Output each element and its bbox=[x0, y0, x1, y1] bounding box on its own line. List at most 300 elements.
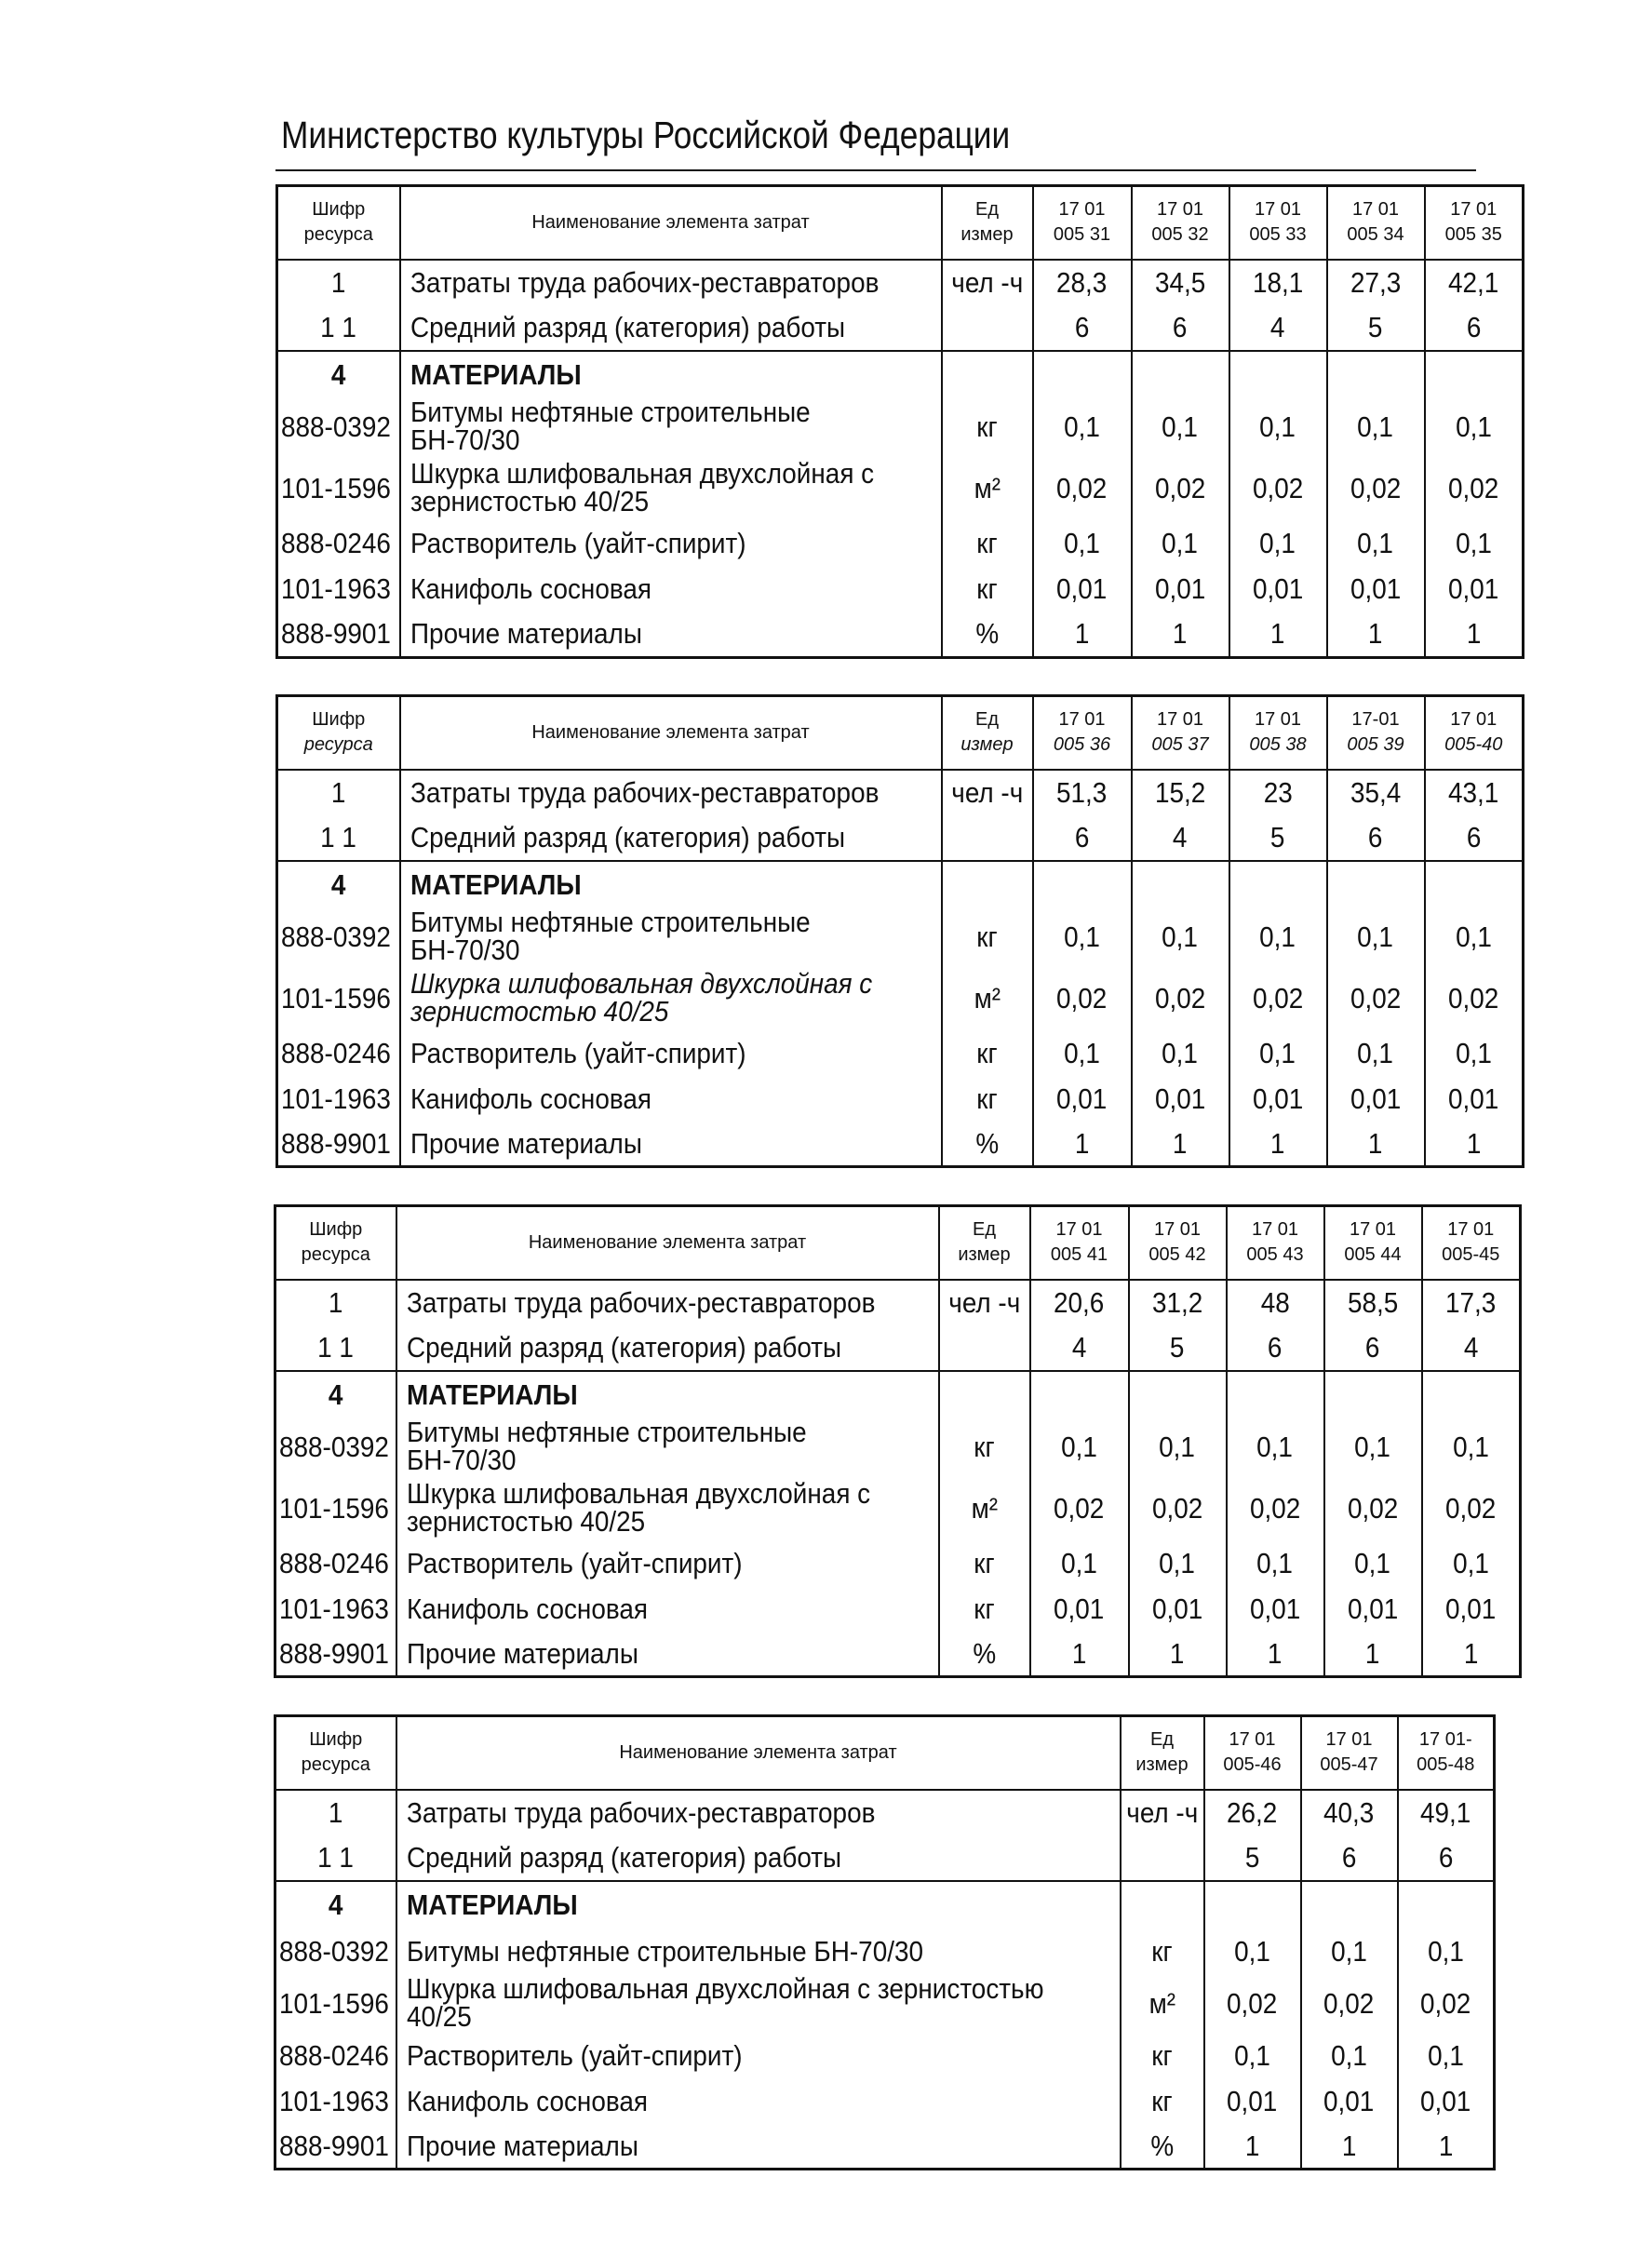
norm-code-header-line-1: 17 01 bbox=[1153, 1219, 1202, 1241]
norm-code-header-line-1: 17 01 bbox=[1351, 199, 1400, 221]
norm-value-text: 18,1 bbox=[1252, 265, 1304, 299]
unit bbox=[942, 567, 1033, 612]
norm-value bbox=[1229, 816, 1327, 861]
unit-header-line-1: Ед bbox=[1149, 1729, 1174, 1751]
cost-element-name bbox=[396, 1280, 939, 1326]
unit-text: чел -ч bbox=[950, 265, 1023, 299]
unit-text: кг bbox=[974, 1546, 995, 1579]
resource-code bbox=[275, 1326, 396, 1371]
norm-value-text: 43,1 bbox=[1448, 776, 1499, 809]
resource-code-text: 4 bbox=[330, 357, 346, 391]
norm-value bbox=[1229, 398, 1327, 457]
unit-text: кг bbox=[974, 1592, 995, 1625]
resource-code bbox=[277, 567, 400, 612]
resource-code-text: 888-9901 bbox=[281, 617, 391, 651]
code-header bbox=[275, 1716, 396, 1790]
norm-value bbox=[1132, 612, 1229, 658]
resource-code bbox=[277, 908, 400, 967]
norm-value bbox=[1425, 351, 1524, 398]
norm-value-text: 1 bbox=[1173, 617, 1188, 651]
norm-value bbox=[1425, 612, 1524, 658]
resource-code bbox=[275, 1418, 396, 1477]
norm-value-text: 27,3 bbox=[1350, 265, 1402, 299]
unit bbox=[939, 1541, 1030, 1586]
resource-code bbox=[275, 2078, 396, 2125]
cost-element-name-text: Канифоль сосновая bbox=[406, 1592, 648, 1625]
norm-value-text: 0,1 bbox=[1256, 1431, 1294, 1464]
table-row bbox=[275, 2034, 1495, 2078]
norm-code-header-line-1: 17 01 bbox=[1251, 1219, 1299, 1241]
cost-element-name bbox=[396, 2125, 1121, 2170]
norm-value bbox=[1324, 1477, 1422, 1541]
norm-value-text: 0,01 bbox=[1347, 1592, 1399, 1625]
unit bbox=[942, 1122, 1033, 1167]
table-row bbox=[277, 770, 1524, 816]
table-row bbox=[275, 1790, 1495, 1836]
cost-element-name-text: Прочие материалы bbox=[410, 1126, 642, 1160]
norm-value bbox=[1301, 1928, 1398, 1975]
norm-value bbox=[1324, 1326, 1422, 1371]
unit bbox=[942, 305, 1033, 351]
unit-text: кг bbox=[976, 527, 998, 560]
norm-value-text: 0,02 bbox=[1227, 1987, 1278, 2021]
norm-value-text: 0,01 bbox=[1252, 1082, 1304, 1115]
norm-value bbox=[1132, 521, 1229, 567]
norm-value bbox=[1301, 1790, 1398, 1836]
norm-code-header-line-1: 17 01 bbox=[1055, 1219, 1103, 1241]
norm-value bbox=[1132, 967, 1229, 1031]
norm-value-text: 0,1 bbox=[1162, 1036, 1199, 1069]
resource-code-text: 888-0392 bbox=[281, 920, 391, 954]
norm-value-text: 0,1 bbox=[1259, 920, 1296, 954]
resource-code bbox=[277, 1122, 400, 1167]
norm-value bbox=[1327, 260, 1425, 305]
norm-value-text: 6 bbox=[1173, 310, 1188, 343]
cost-element-name-text: Канифоль сосновая bbox=[410, 572, 651, 606]
cost-element-name-text: Средний разряд (категория) работы bbox=[406, 1331, 841, 1364]
norm-value bbox=[1422, 1633, 1521, 1677]
norm-value bbox=[1327, 967, 1425, 1031]
unit-text: кг bbox=[976, 1082, 998, 1115]
cost-element-name bbox=[400, 861, 942, 908]
cost-element-name-text: Средний разряд (категория) работы bbox=[410, 310, 845, 343]
norm-value-text: 0,02 bbox=[1350, 472, 1402, 505]
norm-value-text: 6 bbox=[1466, 821, 1482, 853]
cost-element-name-text: Шкурка шлифовальная двухслойная с зернистостью 40/25 bbox=[406, 1476, 870, 1538]
norm-value bbox=[1425, 1122, 1524, 1167]
norm-value bbox=[1324, 1541, 1422, 1586]
cost-element-name-text: Канифоль сосновая bbox=[410, 1082, 651, 1115]
norm-value-text: 23 bbox=[1263, 776, 1293, 809]
cost-element-name bbox=[396, 1790, 1121, 1836]
cost-element-name-text: Битумы нефтяные строительные БН-70/30 bbox=[406, 1934, 923, 1968]
norm-code-header-line-2: 005 38 bbox=[1249, 734, 1307, 756]
table-row bbox=[275, 2078, 1495, 2125]
norm-value bbox=[1398, 1836, 1495, 1881]
resource-code bbox=[277, 861, 400, 908]
code-header-line-2: ресурса bbox=[303, 734, 373, 756]
norm-code-header-line-1: 17 01 bbox=[1254, 709, 1302, 731]
table-header-row bbox=[275, 1206, 1521, 1280]
norm-value bbox=[1425, 398, 1524, 457]
resource-code-text: 4 bbox=[330, 867, 346, 901]
norm-value bbox=[1227, 1586, 1324, 1633]
unit-text: м² bbox=[974, 472, 1001, 505]
cost-element-name bbox=[400, 770, 942, 816]
unit bbox=[942, 908, 1033, 967]
table-row bbox=[275, 1836, 1495, 1881]
cost-element-name-text: Канифоль сосновая bbox=[406, 2084, 648, 2117]
norm-value-text: 0,1 bbox=[1064, 920, 1100, 954]
norm-value-text: 5 bbox=[1244, 1841, 1260, 1874]
norm-value-text: 0,01 bbox=[1249, 1592, 1301, 1625]
norm-value-text: 6 bbox=[1074, 821, 1090, 853]
norm-value-text: 0,1 bbox=[1064, 1036, 1100, 1069]
unit-text: кг bbox=[976, 410, 998, 444]
norm-value bbox=[1425, 1031, 1524, 1076]
norm-code-header-line-2: 005 43 bbox=[1246, 1244, 1304, 1266]
cost-element-name bbox=[400, 816, 942, 861]
norm-value bbox=[1425, 305, 1524, 351]
norm-code-header-line-2: 005 39 bbox=[1347, 734, 1404, 756]
norm-value bbox=[1204, 2034, 1301, 2078]
resource-code-text: 101-1596 bbox=[279, 1987, 389, 2021]
norm-value bbox=[1033, 260, 1132, 305]
norm-value-text: 0,1 bbox=[1357, 527, 1394, 560]
norm-value-text: 0,1 bbox=[1256, 1546, 1294, 1579]
norm-value-text: 1 bbox=[1268, 1636, 1283, 1670]
norm-value-text: 4 bbox=[1463, 1331, 1479, 1364]
norm-value-text: 1 bbox=[1368, 1126, 1383, 1160]
unit bbox=[1121, 2078, 1204, 2125]
norm-code-header-line-2: 005 36 bbox=[1053, 734, 1111, 756]
norm-value bbox=[1227, 1477, 1324, 1541]
norm-value bbox=[1425, 861, 1524, 908]
norm-value-text: 0,01 bbox=[1154, 1082, 1206, 1115]
unit-header bbox=[942, 186, 1033, 260]
norm-value-text: 17,3 bbox=[1445, 1286, 1497, 1319]
norm-code-header bbox=[1327, 696, 1425, 770]
cost-element-name bbox=[400, 457, 942, 521]
cost-element-name bbox=[400, 521, 942, 567]
norm-value bbox=[1132, 861, 1229, 908]
norm-value bbox=[1129, 1280, 1227, 1326]
cost-element-name-text: Растворитель (уайт-спирит) bbox=[406, 1546, 743, 1579]
norm-code-header-line-1: 17 01 bbox=[1156, 709, 1204, 731]
norm-value-text: 0,1 bbox=[1357, 410, 1394, 444]
cost-element-name bbox=[400, 567, 942, 612]
unit bbox=[942, 967, 1033, 1031]
resource-code bbox=[277, 351, 400, 398]
norm-code-header-line-1: 17 01 bbox=[1058, 709, 1106, 731]
norm-value-text: 0,02 bbox=[1448, 472, 1499, 505]
unit-text: кг bbox=[1151, 1934, 1173, 1968]
norm-value bbox=[1132, 260, 1229, 305]
resource-code bbox=[277, 1076, 400, 1122]
norm-code-header-line-2: 005 35 bbox=[1444, 224, 1502, 246]
norm-value bbox=[1030, 1477, 1129, 1541]
unit-header bbox=[942, 696, 1033, 770]
norm-value-text: 49,1 bbox=[1420, 1796, 1471, 1829]
norm-value-text: 0,01 bbox=[1227, 2084, 1278, 2117]
norm-value bbox=[1229, 612, 1327, 658]
table-row bbox=[277, 1122, 1524, 1167]
resource-code-text: 101-1963 bbox=[279, 1592, 389, 1625]
norm-code-header-line-1: 17 01 bbox=[1447, 1219, 1495, 1241]
norm-code-header-line-2: 005-40 bbox=[1444, 734, 1503, 756]
norm-code-header-line-1: 17 01 bbox=[1349, 1219, 1397, 1241]
norm-code-header bbox=[1398, 1716, 1495, 1790]
resource-code bbox=[275, 2034, 396, 2078]
resource-code-text: 888-0246 bbox=[281, 1036, 391, 1069]
resource-code-text: 888-9901 bbox=[279, 2129, 389, 2162]
cost-element-name bbox=[400, 1122, 942, 1167]
resource-code bbox=[277, 816, 400, 861]
norm-value-text: 0,01 bbox=[1448, 1082, 1499, 1115]
norm-value bbox=[1227, 1280, 1324, 1326]
code-header-line-1: Шифр bbox=[309, 1729, 363, 1751]
norm-value bbox=[1229, 1031, 1327, 1076]
cost-element-name-text: Шкурка шлифовальная двухслойная с зернистостью 40/25 bbox=[410, 966, 872, 1028]
resource-code-text: 888-0392 bbox=[279, 1934, 389, 1968]
norm-value bbox=[1132, 1076, 1229, 1122]
code-header-line-1: Шифр bbox=[312, 199, 366, 221]
norm-value bbox=[1030, 1541, 1129, 1586]
cost-element-name-text: МАТЕРИАЛЫ bbox=[406, 1377, 578, 1411]
unit-header-line-2: измер bbox=[960, 734, 1014, 756]
cost-element-name-text: Битумы нефтяные строительные БН-70/30 bbox=[410, 907, 811, 966]
cost-element-name-text: Шкурка шлифовальная двухслойная с зернистостью 40/25 bbox=[410, 456, 874, 517]
norm-value bbox=[1327, 816, 1425, 861]
norm-value-text: 0,1 bbox=[1064, 410, 1100, 444]
norm-value bbox=[1327, 305, 1425, 351]
norm-value-text: 1 bbox=[1463, 1636, 1479, 1670]
norm-code-header bbox=[1033, 186, 1132, 260]
norm-value-text: 1 bbox=[1074, 1126, 1090, 1160]
resource-code bbox=[277, 967, 400, 1031]
unit bbox=[1121, 2034, 1204, 2078]
table-row bbox=[275, 1371, 1521, 1418]
norm-value bbox=[1204, 1975, 1301, 2034]
unit bbox=[942, 260, 1033, 305]
norm-value bbox=[1398, 1975, 1495, 2034]
norm-value-text: 1 bbox=[1173, 1126, 1188, 1160]
norm-value bbox=[1204, 1881, 1301, 1928]
norm-code-header-line-2: 005-45 bbox=[1442, 1244, 1500, 1266]
norm-value-text: 31,2 bbox=[1151, 1286, 1203, 1319]
resource-code bbox=[275, 2125, 396, 2170]
norm-value-text: 1 bbox=[1270, 1126, 1285, 1160]
norm-code-header bbox=[1327, 186, 1425, 260]
norm-code-header-line-2: 005-48 bbox=[1417, 1754, 1475, 1776]
norm-value bbox=[1227, 1418, 1324, 1477]
norm-value bbox=[1327, 521, 1425, 567]
norm-value bbox=[1422, 1586, 1521, 1633]
norm-value-text: 0,1 bbox=[1354, 1431, 1391, 1464]
norm-value bbox=[1425, 908, 1524, 967]
resource-code-text: 888-9901 bbox=[281, 1126, 391, 1160]
norm-value-text: 0,1 bbox=[1259, 527, 1296, 560]
norm-value-text: 6 bbox=[1268, 1331, 1283, 1364]
norm-code-header bbox=[1227, 1206, 1324, 1280]
norm-value-text: 0,02 bbox=[1151, 1492, 1203, 1525]
norm-value-text: 1 bbox=[1466, 1126, 1482, 1160]
norm-value-text: 42,1 bbox=[1448, 265, 1499, 299]
norm-value bbox=[1030, 1280, 1129, 1326]
norm-value-text: 1 bbox=[1071, 1636, 1087, 1670]
norm-value bbox=[1425, 457, 1524, 521]
resource-code bbox=[277, 521, 400, 567]
norm-value-text: 0,01 bbox=[1151, 1592, 1203, 1625]
name-header: Наименование элемента затрат bbox=[400, 186, 942, 260]
table-row bbox=[277, 567, 1524, 612]
norm-code-header bbox=[1229, 186, 1327, 260]
resource-code bbox=[275, 1928, 396, 1975]
unit bbox=[942, 351, 1033, 398]
norm-value-text: 0,01 bbox=[1350, 1082, 1402, 1115]
cost-element-name-text: Затраты труда рабочих-реставраторов bbox=[410, 265, 879, 299]
unit bbox=[1121, 1928, 1204, 1975]
page-title: Министерство культуры Российской Федерации bbox=[281, 114, 1011, 156]
table-row bbox=[277, 457, 1524, 521]
norm-value bbox=[1132, 351, 1229, 398]
cost-element-name bbox=[396, 1975, 1121, 2034]
norm-value bbox=[1398, 2078, 1495, 2125]
norm-value bbox=[1301, 2078, 1398, 2125]
norm-code-header bbox=[1425, 696, 1524, 770]
code-header bbox=[277, 186, 400, 260]
norm-value bbox=[1030, 1326, 1129, 1371]
unit bbox=[942, 457, 1033, 521]
cost-element-name bbox=[400, 908, 942, 967]
norm-value-text: 0,1 bbox=[1427, 1934, 1464, 1968]
cost-element-name-text: Растворитель (уайт-спирит) bbox=[410, 527, 746, 560]
norm-value bbox=[1227, 1633, 1324, 1677]
norm-value-text: 0,1 bbox=[1162, 410, 1199, 444]
norm-code-header bbox=[1132, 186, 1229, 260]
cost-element-name bbox=[396, 1633, 939, 1677]
norm-value bbox=[1033, 1076, 1132, 1122]
norm-value-text: 0,1 bbox=[1061, 1546, 1097, 1579]
unit bbox=[939, 1418, 1030, 1477]
unit bbox=[1121, 1836, 1204, 1881]
norm-value bbox=[1324, 1280, 1422, 1326]
resource-table bbox=[275, 184, 1524, 659]
norm-value-text: 0,1 bbox=[1162, 920, 1199, 954]
norm-value bbox=[1129, 1418, 1227, 1477]
unit bbox=[939, 1477, 1030, 1541]
unit bbox=[942, 816, 1033, 861]
norm-value-text: 6 bbox=[1074, 310, 1090, 343]
resource-code bbox=[275, 1280, 396, 1326]
cost-element-name bbox=[396, 2034, 1121, 2078]
resource-code bbox=[275, 1881, 396, 1928]
norm-value-text: 1 bbox=[1244, 2129, 1260, 2162]
norm-value-text: 0,02 bbox=[1249, 1492, 1301, 1525]
norm-code-header bbox=[1132, 696, 1229, 770]
norm-value-text: 0,1 bbox=[1162, 527, 1199, 560]
unit-text: кг bbox=[976, 572, 998, 606]
resource-code-text: 1 1 bbox=[320, 821, 357, 853]
norm-code-header bbox=[1030, 1206, 1129, 1280]
norm-code-header bbox=[1129, 1206, 1227, 1280]
norm-value bbox=[1204, 1928, 1301, 1975]
unit bbox=[942, 861, 1033, 908]
table-row bbox=[275, 1881, 1495, 1928]
norm-value bbox=[1422, 1371, 1521, 1418]
norm-value bbox=[1132, 1031, 1229, 1076]
norm-value-text: 4 bbox=[1270, 310, 1285, 343]
unit-text: чел -ч bbox=[1125, 1796, 1198, 1829]
norm-value bbox=[1132, 908, 1229, 967]
norm-code-header-line-1: 17 01 bbox=[1450, 709, 1498, 731]
norm-value-text: 0,02 bbox=[1056, 472, 1108, 505]
norm-value bbox=[1301, 1836, 1398, 1881]
cost-element-name bbox=[396, 1881, 1121, 1928]
norm-code-header-line-2: 005 32 bbox=[1151, 224, 1209, 246]
table-header-row bbox=[275, 1716, 1495, 1790]
table-row bbox=[275, 1541, 1521, 1586]
norm-value bbox=[1327, 457, 1425, 521]
norm-value bbox=[1327, 351, 1425, 398]
cost-element-name bbox=[396, 1836, 1121, 1881]
norm-value bbox=[1033, 1031, 1132, 1076]
norm-value-text: 0,1 bbox=[1159, 1546, 1196, 1579]
cost-element-name-text: Шкурка шлифовальная двухслойная с зернистостью 40/25 bbox=[406, 1974, 1044, 2033]
norm-value bbox=[1327, 612, 1425, 658]
norm-value-text: 0,02 bbox=[1323, 1987, 1375, 2021]
norm-value bbox=[1425, 770, 1524, 816]
norm-value bbox=[1327, 1076, 1425, 1122]
resource-code bbox=[277, 1031, 400, 1076]
norm-value bbox=[1398, 2034, 1495, 2078]
norm-value bbox=[1422, 1326, 1521, 1371]
unit-text: % bbox=[973, 1636, 996, 1670]
norm-value-text: 48 bbox=[1260, 1286, 1290, 1319]
norm-value-text: 0,1 bbox=[1234, 2038, 1270, 2072]
resource-code-text: 101-1596 bbox=[279, 1492, 389, 1525]
table-header-row bbox=[277, 186, 1524, 260]
resource-code-text: 888-9901 bbox=[279, 1636, 389, 1670]
norm-value-text: 4 bbox=[1173, 821, 1188, 853]
norm-value-text: 0,1 bbox=[1357, 1036, 1394, 1069]
norm-value bbox=[1327, 398, 1425, 457]
norm-value-text: 0,1 bbox=[1455, 410, 1492, 444]
unit-header-line-1: Ед bbox=[972, 1219, 996, 1241]
norm-value bbox=[1033, 861, 1132, 908]
norm-value bbox=[1129, 1477, 1227, 1541]
norm-code-header-line-2: 005-46 bbox=[1223, 1754, 1282, 1776]
norm-code-header-line-1: 17 01 bbox=[1156, 199, 1204, 221]
unit bbox=[942, 612, 1033, 658]
norm-value-text: 0,01 bbox=[1445, 1592, 1497, 1625]
resource-code-text: 101-1963 bbox=[281, 1082, 391, 1115]
unit-header-line-2: измер bbox=[1135, 1754, 1189, 1776]
resource-code bbox=[275, 1790, 396, 1836]
resource-code-text: 1 1 bbox=[320, 310, 357, 343]
table-row bbox=[277, 1076, 1524, 1122]
table-row bbox=[277, 908, 1524, 967]
norm-value bbox=[1227, 1541, 1324, 1586]
norm-value-text: 0,1 bbox=[1259, 410, 1296, 444]
norm-value-text: 6 bbox=[1368, 821, 1383, 853]
cost-element-name bbox=[400, 398, 942, 457]
norm-value bbox=[1033, 305, 1132, 351]
resource-code-text: 888-0392 bbox=[279, 1431, 389, 1464]
norm-value-text: 0,1 bbox=[1064, 527, 1100, 560]
norm-value bbox=[1398, 1881, 1495, 1928]
table-row bbox=[275, 1418, 1521, 1477]
